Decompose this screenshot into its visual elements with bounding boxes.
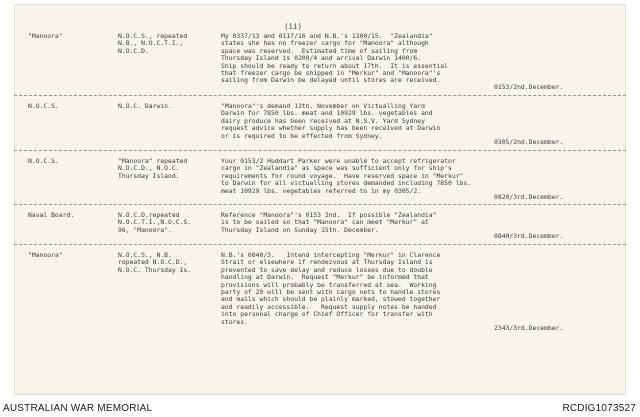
entry-message: N.B.'s 0840/3. Intend intercepting "Merkur" in Clarence Strait or elsewhere if rendezvous at Thursday Island is prevented to save delay and reduce losses due to double handling at Darwin. Request "Merkur" be informed that provisions will probably be transferred at sea. Working party of 20 will be sent with cargo nets to handle stores and mails which should be plainly marked, stowed together and readily accessible. Request supply notes be handed into personal charge of Chief Officer for transfer with stores. — [221, 251, 441, 326]
entry-divider — [14, 204, 626, 205]
entry-message: "Manoora"'s demand 13th. November on Victualling Yard Darwin for 7850 lbs. meat and 10929 lbs. vegetables and dairy produce has been received at N.S.V. Yard Sydney request advice whether supply has been received at Darwin or is required to be effected from Sydney. — [221, 102, 441, 140]
entry-to: N.O.C.D.repeated N.O.C.T.I.,N.O.C.S. 96, "Manoora". — [118, 211, 192, 234]
document-scan — [14, 4, 626, 395]
entry-from: "Manoora" — [28, 251, 63, 259]
entry-from: "Manoora" — [28, 32, 63, 40]
entry-from: N.O.C.S. — [28, 157, 59, 165]
entry-message: Reference "Manoora"'s 0153 2nd. If possible "Zealandia" is to be sailed so that "Manoora" can meet "Merkur" at Thursday Island on Sunday 15th. December. — [221, 211, 437, 234]
record-id: RCDIG1073527 — [562, 403, 636, 414]
entry-divider — [14, 150, 626, 151]
entry-from: N.O.C.S. — [28, 102, 59, 110]
entry-reference: 0305/2nd.December. — [494, 138, 564, 146]
archive-name: AUSTRALIAN WAR MEMORIAL — [3, 403, 153, 414]
entry-from: Naval Board. — [28, 211, 75, 219]
entry-to: "Manoora" repeated N.O.C.D., N.O.C. Thursday Island. — [118, 157, 188, 180]
entry-reference: 2343/3rd.December. — [494, 324, 564, 332]
entry-divider — [14, 95, 626, 96]
entry-reference: 0820/3rd.December. — [494, 193, 564, 201]
entry-to: N.O.C.S., repeated N.B., N.O.C.T.I., N.O.C.D. — [118, 32, 188, 55]
entry-to: N.O.C. Darwin. — [118, 102, 172, 110]
entry-reference: 0840/3rd.December. — [494, 232, 564, 240]
archive-footer — [0, 400, 640, 417]
entry-message: My 0337/13 and 0117/16 and N.B.'s 1300/15. "Zealandia" states she has no freezer cargo for "Manoora" although space was reserved. Estimated time of sailing from Thursday Island is 0200/4 and arrival Darwin 1400/6. Ship should be ready to return about 17th. It is essential that freezer cargo be shipped in "Merkur" and "Manoora"'s sailing from Darwin be delayed until stores are received. — [221, 32, 449, 85]
entry-to: N.O.C.S., N.B. repeated N.O.C.D., N.O.C. Thursday Is. — [118, 251, 192, 274]
entry-reference: 0153/2nd.December. — [494, 83, 564, 91]
page-number: (ii) — [284, 22, 303, 31]
entry-message: Your 0153/2 Huddart Parker were unable to accept refrigerator cargo in "Zealandia" as space was sufficient only for ship's requirements for round voyage. Have reserved space in "Merkur" to Darwin for all victualling stores demanded including 7850 lbs. meat 10929 lbs. vegetables referred to in my 0305/2. — [221, 157, 472, 195]
entry-divider — [14, 244, 626, 245]
